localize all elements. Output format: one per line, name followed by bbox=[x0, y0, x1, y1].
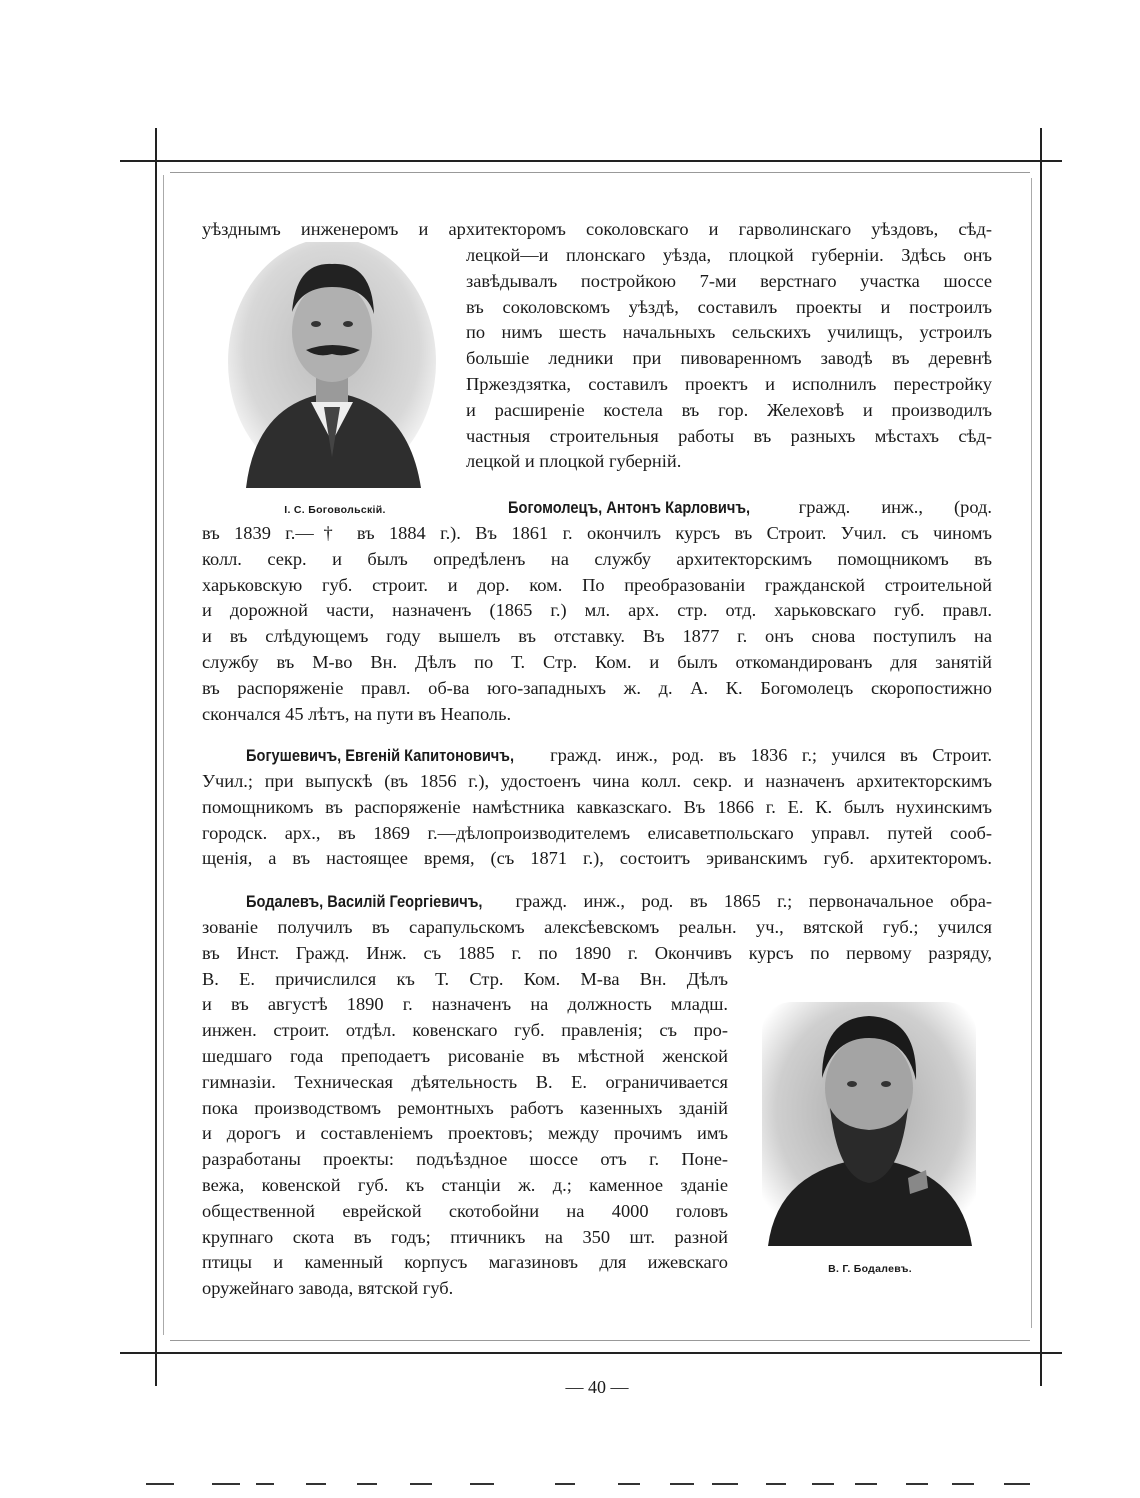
inner-right-rule bbox=[1031, 178, 1032, 1328]
dash bbox=[146, 1483, 174, 1485]
entry-text: гражд. инж., (род. bbox=[767, 497, 992, 517]
inner-top-rule bbox=[170, 172, 1030, 173]
page-number: — 40 — bbox=[565, 1377, 629, 1397]
paragraph-line: зованіе получилъ въ сарапульскомъ алексѣевскомъ реальн. уч., вятской губ.; учился bbox=[202, 917, 992, 937]
paragraph-line: разработаны проекты: подъѣздное шоссе отъ г. Поне- bbox=[202, 1149, 728, 1170]
paragraph-line: В. Е. причислился къ Т. Стр. Ком. М-ва Вн. Дѣлъ bbox=[202, 968, 728, 989]
frame-top-rule bbox=[120, 160, 1042, 162]
inner-left-rule bbox=[163, 175, 164, 1335]
entry-first-line bbox=[246, 743, 992, 769]
portrait-caption: В. Г. Бодалевъ. bbox=[828, 1263, 912, 1275]
paragraph-line: щенія, а въ настоящее время, (съ 1871 г.), состоитъ эриванскимъ губ. архитекторомъ. bbox=[202, 848, 992, 869]
dash bbox=[712, 1483, 738, 1485]
frame-right-rule bbox=[1040, 128, 1042, 1386]
dash bbox=[1004, 1483, 1030, 1485]
paragraph-line: скончался 45 лѣтъ, на пути въ Неаполь. bbox=[202, 703, 512, 724]
dash bbox=[906, 1483, 928, 1485]
paragraph-line: большіе ледники при пивоваренномъ заводѣ въ деревнѣ bbox=[466, 348, 992, 369]
dash bbox=[555, 1483, 575, 1485]
paragraph-line: крупнаго скота въ годъ; птичникъ на 350 шт. разной bbox=[202, 1226, 728, 1247]
paragraph-line: городск. арх., въ 1869 г.—дѣлопроизводителемъ елисаветпольскаго управл. путей сооб- bbox=[202, 822, 992, 843]
inner-bottom-rule bbox=[170, 1340, 1030, 1341]
bearded-man-portrait-image bbox=[758, 998, 980, 1246]
paragraph-line: птицы и каменный корпусъ магазиновъ для ижевскаго bbox=[202, 1252, 728, 1273]
paragraph-line: въ соколовскомъ уѣздѣ, составилъ проекты и построилъ bbox=[466, 296, 992, 317]
paragraph-line: оружейнаго завода, вятской губ. bbox=[202, 1278, 454, 1299]
entry-name: Бодалевъ, Василій Георгіевичъ, bbox=[246, 892, 483, 911]
frame-top-rule-right bbox=[1042, 160, 1062, 162]
dash bbox=[410, 1483, 432, 1485]
paragraph-line: вежа, ковенской губ. къ станціи ж. д.; каменное зданіе bbox=[202, 1175, 728, 1195]
entry-text: гражд. инж., род. въ 1836 г.; учился въ Строит. bbox=[535, 745, 992, 765]
paragraph-line: гимназіи. Техническая дѣятельность В. Е. ограничивается bbox=[202, 1071, 728, 1092]
dash bbox=[952, 1483, 974, 1485]
paragraph-line: пока производствомъ ремонтныхъ работъ казенныхъ зданій bbox=[202, 1097, 728, 1118]
frame-left-rule bbox=[155, 128, 157, 1386]
paragraph-line: и расширеніе костела въ гор. Желеховѣ и производилъ bbox=[466, 399, 992, 420]
paragraph-line: общественной еврейской скотобойни на 4000 головъ bbox=[202, 1200, 728, 1221]
paragraph-line: завѣдывалъ постройкою 7-ми верстнаго участка шоссе bbox=[466, 270, 992, 291]
dash bbox=[306, 1483, 326, 1485]
entry-first-line bbox=[246, 889, 992, 915]
paragraph-line: шедшаго года преподаетъ рисованіе въ мѣстной женской bbox=[202, 1046, 728, 1066]
frame-bottom-rule bbox=[120, 1352, 1062, 1354]
paragraph-line: и въ слѣдующемъ году вышелъ въ отставку. Въ 1877 г. онъ снова поступилъ на bbox=[202, 626, 992, 647]
paragraph-line: частныя строительныя работы въ разныхъ мѣстахъ сѣд- bbox=[466, 425, 992, 446]
dash bbox=[256, 1483, 274, 1485]
paragraph-line: Учил.; при выпускѣ (въ 1856 г.), удостоенъ чина колл. секр. и назначенъ архитекторскимъ bbox=[202, 771, 992, 791]
dash bbox=[212, 1483, 240, 1485]
paragraph-line: уѣзднымъ инженеромъ и архитекторомъ соколовскаго и гарволинскаго уѣздовъ, сѣд- bbox=[202, 219, 992, 239]
paragraph-line: въ Инст. Гражд. Инж. съ 1885 г. по 1890 г. Окончивъ курсъ по первому разряду, bbox=[202, 942, 992, 963]
entry-first-line bbox=[508, 495, 992, 521]
portrait-photo bbox=[758, 998, 980, 1246]
paragraph-line: въ 1839 г.—† въ 1884 г.). Въ 1861 г. окончилъ курсъ въ Строит. Учил. съ чиномъ bbox=[202, 523, 992, 543]
dash bbox=[670, 1483, 694, 1485]
dash bbox=[357, 1483, 377, 1485]
dash bbox=[766, 1483, 786, 1485]
paragraph-line: лецкой и плоцкой губерній. bbox=[466, 451, 682, 472]
entry-text: гражд. инж., род. въ 1865 г.; первоначальное обра- bbox=[499, 891, 992, 911]
entry-name: Богушевичъ, Евгеній Капитоновичъ, bbox=[246, 746, 515, 765]
paragraph-line: харьковскую губ. строит. и дор. ком. По преобразованіи гражданской строительной bbox=[202, 574, 992, 595]
paragraph-line: въ распоряженіе правл. об-ва юго-западныхъ ж. д. А. К. Богомолецъ скоропостижно bbox=[202, 677, 992, 698]
dash bbox=[812, 1483, 834, 1485]
paragraph-line: и дорогъ и составленіемъ проектовъ; между прочимъ имъ bbox=[202, 1123, 728, 1144]
dash bbox=[618, 1483, 640, 1485]
entry-name: Богомолецъ, Антонъ Карловичъ, bbox=[508, 498, 751, 517]
paragraph-line: лецкой—и плонскаго уѣзда, плоцкой губерніи. Здѣсь онъ bbox=[466, 245, 992, 265]
portrait-caption: I. С. Боговольскій. bbox=[284, 504, 386, 516]
portrait-photo bbox=[226, 242, 438, 488]
paragraph-line: Пржездзятка, составилъ проектъ и исполнилъ перестройку bbox=[466, 374, 992, 394]
paragraph-line: службу въ М-во Вн. Дѣлъ по Т. Стр. Ком. и былъ откомандированъ для занятій bbox=[202, 652, 992, 672]
paragraph-line: инжен. строит. отдѣл. ковенскаго губ. правленія; съ про- bbox=[202, 1020, 728, 1041]
paragraph-line: помощникомъ въ распоряженіе намѣстника кавказскаго. Въ 1866 г. Е. К. былъ нухинскимъ bbox=[202, 796, 992, 817]
dash bbox=[470, 1483, 494, 1485]
paragraph-line: и въ августѣ 1890 г. назначенъ на должность младш. bbox=[202, 994, 728, 1015]
dash bbox=[855, 1483, 877, 1485]
paragraph-line: и дорожной части, назначенъ (1865 г.) мл. арх. стр. отд. харьковскаго губ. правл. bbox=[202, 600, 992, 621]
paragraph-line: по нимъ шесть начальныхъ сельскихъ училищъ, устроилъ bbox=[466, 322, 992, 343]
man-portrait-image bbox=[226, 242, 438, 488]
paragraph-line: колл. секр. и былъ опредѣленъ на службу архитекторскимъ помощникомъ въ bbox=[202, 548, 992, 569]
